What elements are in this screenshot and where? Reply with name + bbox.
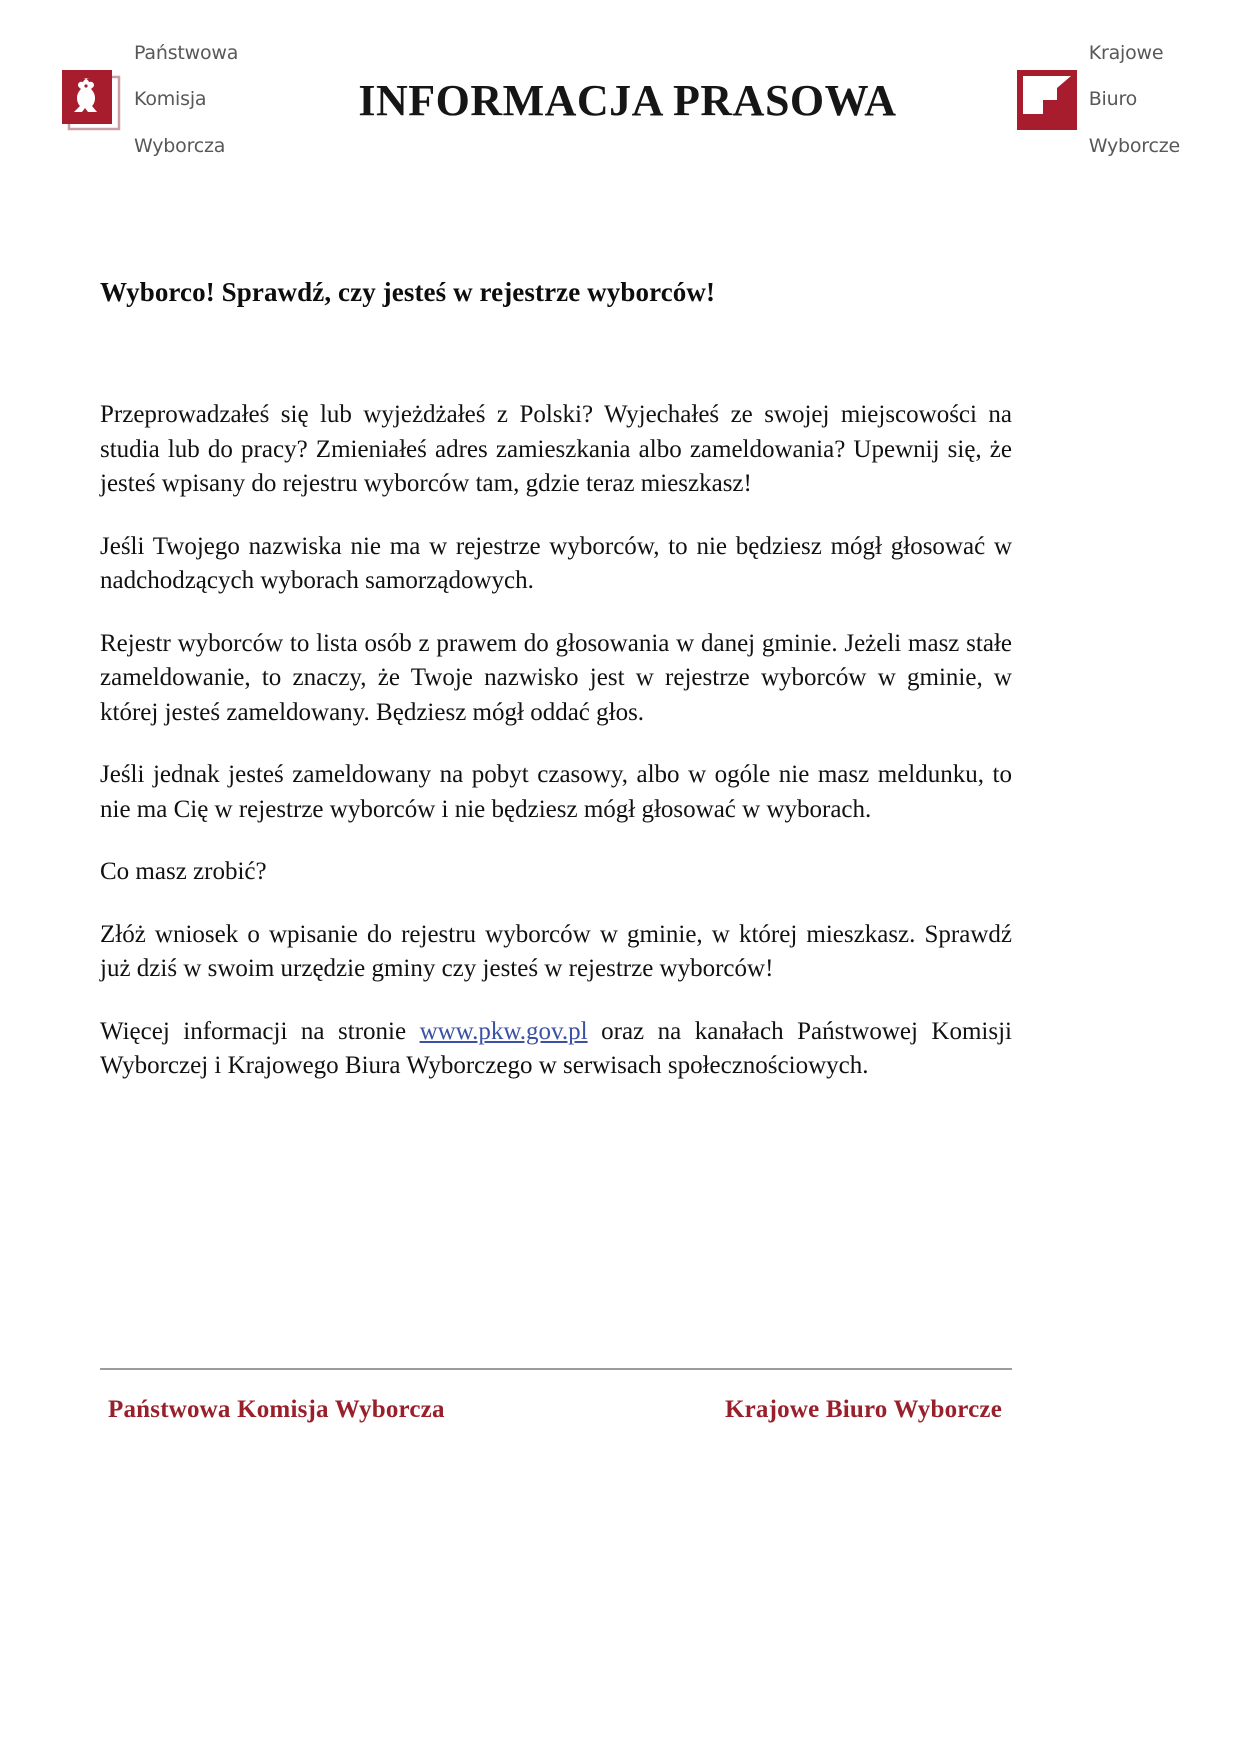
- pkw-eagle-shield-logo-icon: [60, 68, 122, 132]
- paragraph-3: Rejestr wyborców to lista osób z prawem do głosowania w danej gminie. Jeżeli masz stałe zameldowanie, to znaczy, że Twoje nazwisko jest w rejestrze wyborców w gminie, w której jesteś zameldowany. Będziesz mógł oddać głos.: [100, 629, 1012, 726]
- page-footer: [100, 1368, 1012, 1424]
- more-info-text-after-link: oraz na kanałach Państwowej Komisji Wyborczej i Krajowego Biura Wyborczego w serwisach społecznościowych.: [100, 1017, 1012, 1080]
- kbw-logo-line-1: Krajowe: [1088, 42, 1164, 65]
- document-headline: Wyborco! Sprawdź, czy jesteś w rejestrze wyborców!: [100, 277, 716, 307]
- kbw-logo-wordmark: [1089, 19, 1180, 181]
- paragraph-1: Przeprowadzałeś się lub wyjeżdżałeś z Polski? Wyjechałeś ze swojej miejscowości na studia lub do pracy? Zmieniałeś adres zamieszkania albo zameldowania? Upewnij się, że jesteś wpisany do rejestru wyborców tam, gdzie teraz mieszkasz!: [100, 401, 1012, 498]
- paragraph-6-call-to-action: Złóż wniosek o wpisanie do rejestru wyborców w gminie, w której mieszkasz. Sprawdź już dziś w swoim urzędzie gminy czy jesteś w rejestrze wyborców!: [100, 920, 1012, 983]
- footer-organizations: [100, 1396, 1012, 1424]
- pkw-logo-wordmark: [134, 19, 238, 181]
- kbw-square-arrow-logo-icon: [1017, 70, 1077, 130]
- kbw-logo-line-2: Biuro: [1088, 88, 1138, 111]
- document-body: [100, 275, 1012, 1084]
- page-header: [60, 42, 1180, 157]
- kbw-logo: [1017, 19, 1180, 181]
- footer-divider: [100, 1368, 1012, 1370]
- pkw-logo-line-2: Komisja: [134, 88, 207, 111]
- pkw-logo-line-1: Państwowa: [134, 42, 239, 65]
- pkw-website-link[interactable]: www.pkw.gov.pl: [419, 1017, 588, 1045]
- paragraph-7-more-info: [100, 1015, 1012, 1084]
- pkw-logo-line-3: Wyborcza: [134, 134, 226, 157]
- paragraph-5-question: Co masz zrobić?: [100, 858, 267, 886]
- more-info-text-before-link: Więcej informacji na stronie: [100, 1017, 420, 1045]
- page-title: INFORMACJA PRASOWA: [358, 75, 897, 125]
- pkw-logo: [60, 19, 238, 181]
- kbw-logo-line-3: Wyborcze: [1088, 134, 1180, 157]
- paragraph-2: Jeśli Twojego nazwiska nie ma w rejestrze wyborców, to nie będziesz mógł głosować w nadchodzących wyborach samorządowych.: [100, 532, 1012, 595]
- paragraph-4: Jeśli jednak jesteś zameldowany na pobyt czasowy, albo w ogóle nie masz meldunku, to nie ma Cię w rejestrze wyborców i nie będziesz mógł głosować w wyborach.: [100, 761, 1012, 823]
- footer-pkw-label: Państwowa Komisja Wyborcza: [108, 1396, 445, 1423]
- footer-kbw-label: Krajowe Biuro Wyborcze: [724, 1396, 1002, 1423]
